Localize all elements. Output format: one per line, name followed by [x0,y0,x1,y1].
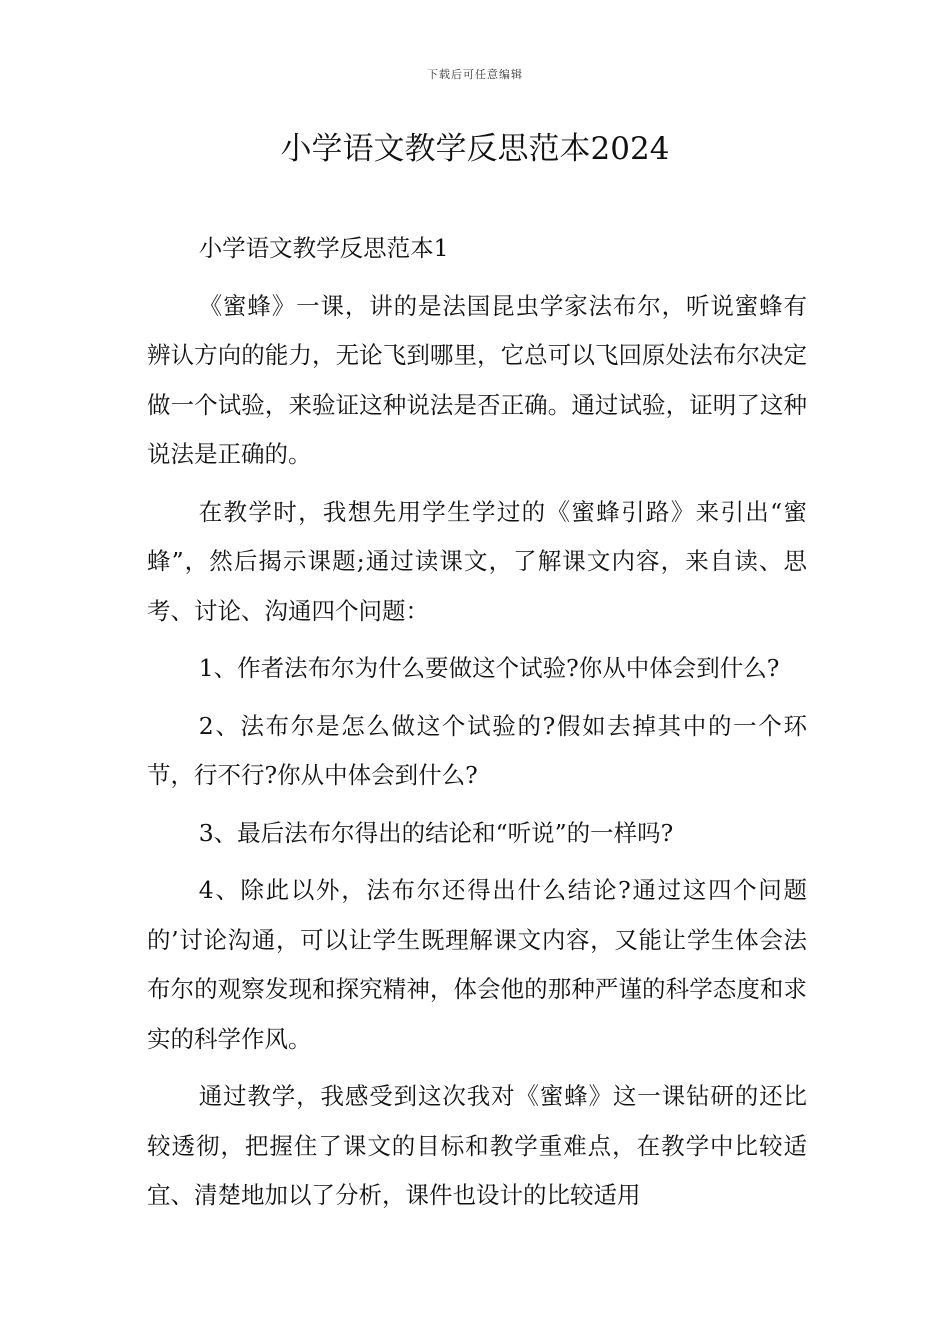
document-body [147,224,807,1221]
question-item: 4、除此以外，法布尔还得出什么结论?通过这四个问题的’讨论沟通，可以让学生既理解课文内容，又能让学生体会法布尔的观察发现和探究精神，体会他的那种严谨的科学态度和求实的科学作风。 [147,876,807,1053]
paragraph: 《蜜蜂》一课，讲的是法国昆虫学家法布尔，听说蜜蜂有辨认方向的能力，无论飞到哪里，它总可以飞回原处法布尔决定做一个试验，来验证这种说法是否正确。通过试验，证明了这种说法是正确的。 [147,291,807,468]
document-title: 小学语文教学反思范本2024 [280,131,670,167]
section-heading: 小学语文教学反思范本1 [198,234,449,262]
header-note: 下载后可任意编辑 [427,68,523,81]
question-item: 2、法布尔是怎么做这个试验的?假如去掉其中的一个环节，行不行?你从中体会到什么? [147,711,807,789]
question-item: 3、最后法布尔得出的结论和“听说”的一样吗? [198,818,674,847]
paragraph: 在教学时，我想先用学生学过的《蜜蜂引路》来引出“蜜蜂”，然后揭示课题;通过读课文，了解课文内容，来自读、思考、讨论、沟通四个问题： [147,497,807,625]
paragraph: 通过教学，我感受到这次我对《蜜蜂》这一课钻研的还比较透彻，把握住了课文的目标和教学重难点，在教学中比较适宜、清楚地加以了分析，课件也设计的比较适用 [147,1082,807,1209]
question-item: 1、作者法布尔为什么要做这个试验?你从中体会到什么? [198,654,780,682]
